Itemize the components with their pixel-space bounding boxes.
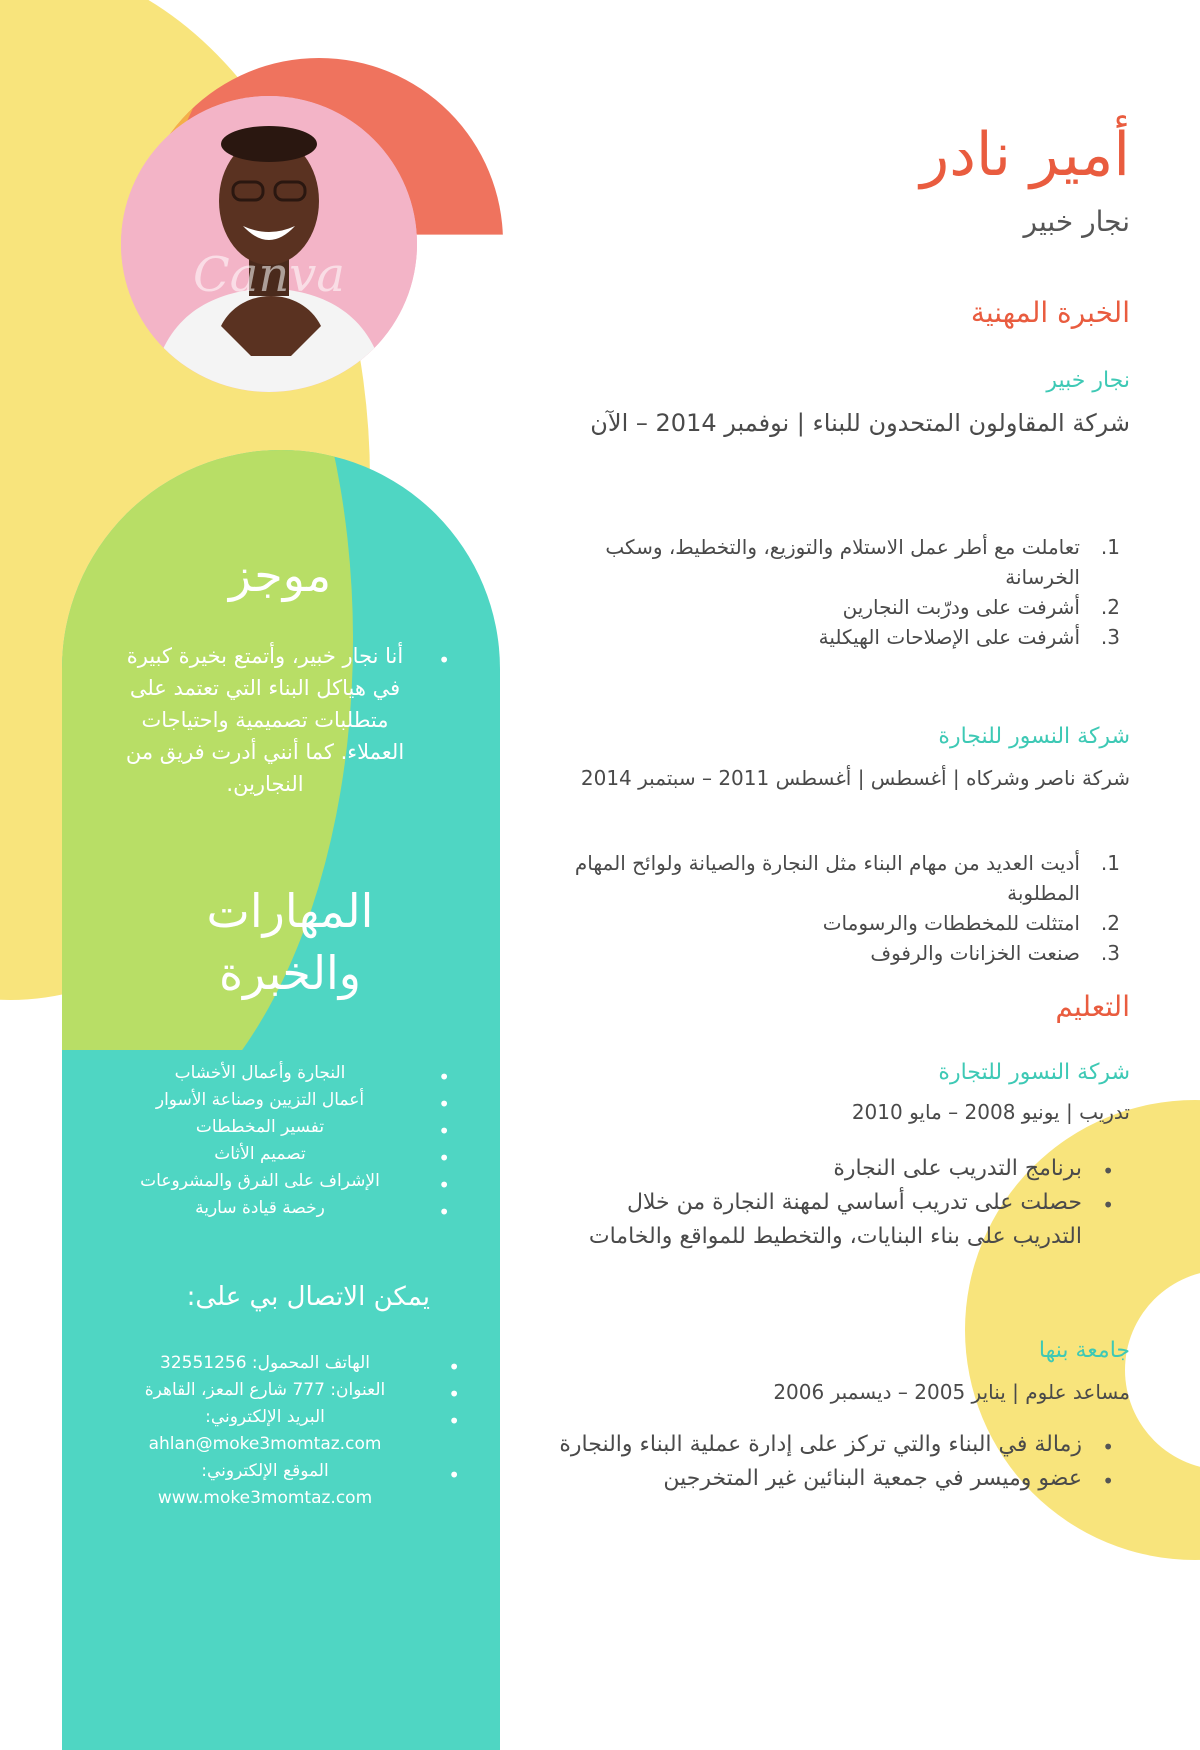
bullet-icon: •	[1102, 1469, 1114, 1493]
education-item	[554, 1428, 1114, 1462]
contact-text: الهاتف المحمول: 32551256	[160, 1353, 370, 1373]
skill-text: النجارة وأعمال الأخشاب	[174, 1063, 346, 1083]
summary-list	[120, 640, 450, 800]
education-org: جامعة بنها	[1038, 1338, 1130, 1363]
education-text: عضو وميسر في جمعية البنائين غير المتخرجين	[663, 1466, 1082, 1491]
duty-text: تعاملت مع أطر عمل الاستلام والتوزيع، والتخطيط، وسكب الخرسانة	[605, 535, 1080, 589]
list-number: 2.	[1100, 911, 1120, 935]
education-items-list	[554, 1428, 1114, 1496]
bullet-icon: •	[438, 1119, 450, 1143]
job-role: نجار خبير	[1046, 368, 1130, 393]
duty-item	[560, 848, 1120, 908]
bullet-icon: •	[438, 1146, 450, 1170]
skill-text: تفسير المخططات	[195, 1117, 325, 1137]
skill-item	[110, 1060, 450, 1087]
bullet-icon: •	[1102, 1193, 1114, 1217]
skill-item	[110, 1168, 450, 1195]
list-number: 1.	[1100, 535, 1120, 559]
education-detail: مساعد علوم | يناير 2005 – ديسمبر 2006	[773, 1380, 1130, 1404]
list-number: 3.	[1100, 941, 1120, 965]
education-item	[554, 1462, 1114, 1496]
skill-item	[110, 1141, 450, 1168]
education-org: شركة النسور للتجارة	[938, 1060, 1130, 1085]
duty-text: امتثلت للمخططات والرسومات	[822, 911, 1080, 935]
bullet-icon: •	[438, 648, 450, 672]
education-heading: التعليم	[1055, 990, 1130, 1023]
bullet-icon: •	[448, 1463, 460, 1487]
watermark-text: Canva	[193, 247, 345, 303]
education-items-list	[554, 1152, 1114, 1254]
job-company: شركة المقاولون المتحدون للبناء | نوفمبر 2014 – الآن	[590, 409, 1130, 437]
summary-item	[120, 640, 450, 800]
contact-website[interactable]	[110, 1458, 460, 1512]
education-item	[554, 1152, 1114, 1186]
skill-text: تصميم الأثاث	[214, 1144, 306, 1164]
job-duties-list	[560, 848, 1120, 968]
job-title: نجار خبير	[1023, 205, 1130, 238]
skill-text: الإشراف على الفرق والمشروعات	[140, 1171, 380, 1191]
summary-title: موجز	[228, 548, 332, 602]
duty-item	[560, 622, 1120, 652]
duty-item	[560, 592, 1120, 622]
job-company: شركة ناصر وشركاه | أغسطس | أغسطس 2011 – سبتمبر 2014	[580, 766, 1130, 790]
duty-text: أديت العديد من مهام البناء مثل النجارة والصيانة ولوائح المهام المطلوبة	[574, 851, 1080, 905]
education-text: زمالة في البناء والتي تركز على إدارة عملية البناء والنجارة	[559, 1432, 1082, 1457]
duty-text: صنعت الخزانات والرفوف	[870, 941, 1080, 965]
bullet-icon: •	[448, 1382, 460, 1406]
contact-phone	[110, 1350, 460, 1377]
education-detail: تدريب | يونيو 2008 – مايو 2010	[851, 1100, 1130, 1124]
duty-item	[560, 938, 1120, 968]
job-duties-list	[560, 532, 1120, 652]
bullet-icon: •	[438, 1065, 450, 1089]
contact-text: العنوان: 777 شارع المعز، القاهرة	[144, 1380, 386, 1400]
contact-email[interactable]	[110, 1404, 460, 1458]
summary-text: أنا نجار خبير، وأتمتع بخيرة كبيرة في هياكل البناء التي تعتمد على متطلبات تصميمية واحتياجات العملاء. كما أنني أدرت فريق من النجارين.	[125, 644, 405, 796]
bullet-icon: •	[1102, 1159, 1114, 1183]
bullet-icon: •	[438, 1092, 450, 1116]
contact-text[interactable]: الموقع الإلكتروني: www.moke3momtaz.com	[157, 1461, 373, 1508]
education-text: حصلت على تدريب أساسي لمهنة النجارة من خلال التدريب على بناء البنايات، والتخطيط للمواقع والخامات	[588, 1190, 1082, 1249]
bullet-icon: •	[438, 1200, 450, 1224]
duty-item	[560, 532, 1120, 592]
skill-item	[110, 1087, 450, 1114]
duty-text: أشرفت على ودرّبت النجارين	[842, 595, 1080, 619]
list-number: 1.	[1100, 851, 1120, 875]
skills-title: المهارات والخبرة	[206, 884, 374, 1000]
skill-text: رخصة قيادة سارية	[195, 1198, 325, 1218]
skill-item	[110, 1195, 450, 1222]
bullet-icon: •	[448, 1355, 460, 1379]
bullet-icon: •	[448, 1409, 460, 1433]
person-illustration	[121, 96, 417, 392]
list-number: 3.	[1100, 625, 1120, 649]
education-item	[554, 1186, 1114, 1254]
bullet-icon: •	[438, 1173, 450, 1197]
person-name: أمير نادر	[920, 120, 1130, 190]
list-number: 2.	[1100, 595, 1120, 619]
contact-text[interactable]: البريد الإلكتروني: ahlan@moke3momtaz.com	[148, 1407, 382, 1454]
duty-item	[560, 908, 1120, 938]
skills-list	[110, 1060, 450, 1222]
experience-heading: الخبرة المهنية	[970, 296, 1130, 329]
education-text: برنامج التدريب على النجارة	[833, 1156, 1082, 1181]
contact-title: يمكن الاتصال بي على:	[186, 1282, 430, 1312]
profile-photo	[121, 96, 417, 392]
skill-text: أعمال التزيين وصناعة الأسوار	[155, 1090, 365, 1110]
duty-text: أشرفت على الإصلاحات الهيكلية	[818, 625, 1080, 649]
bullet-icon: •	[1102, 1435, 1114, 1459]
contact-list	[110, 1350, 460, 1512]
contact-address	[110, 1377, 460, 1404]
skill-item	[110, 1114, 450, 1141]
job-role: شركة النسور للنجارة	[938, 724, 1130, 749]
